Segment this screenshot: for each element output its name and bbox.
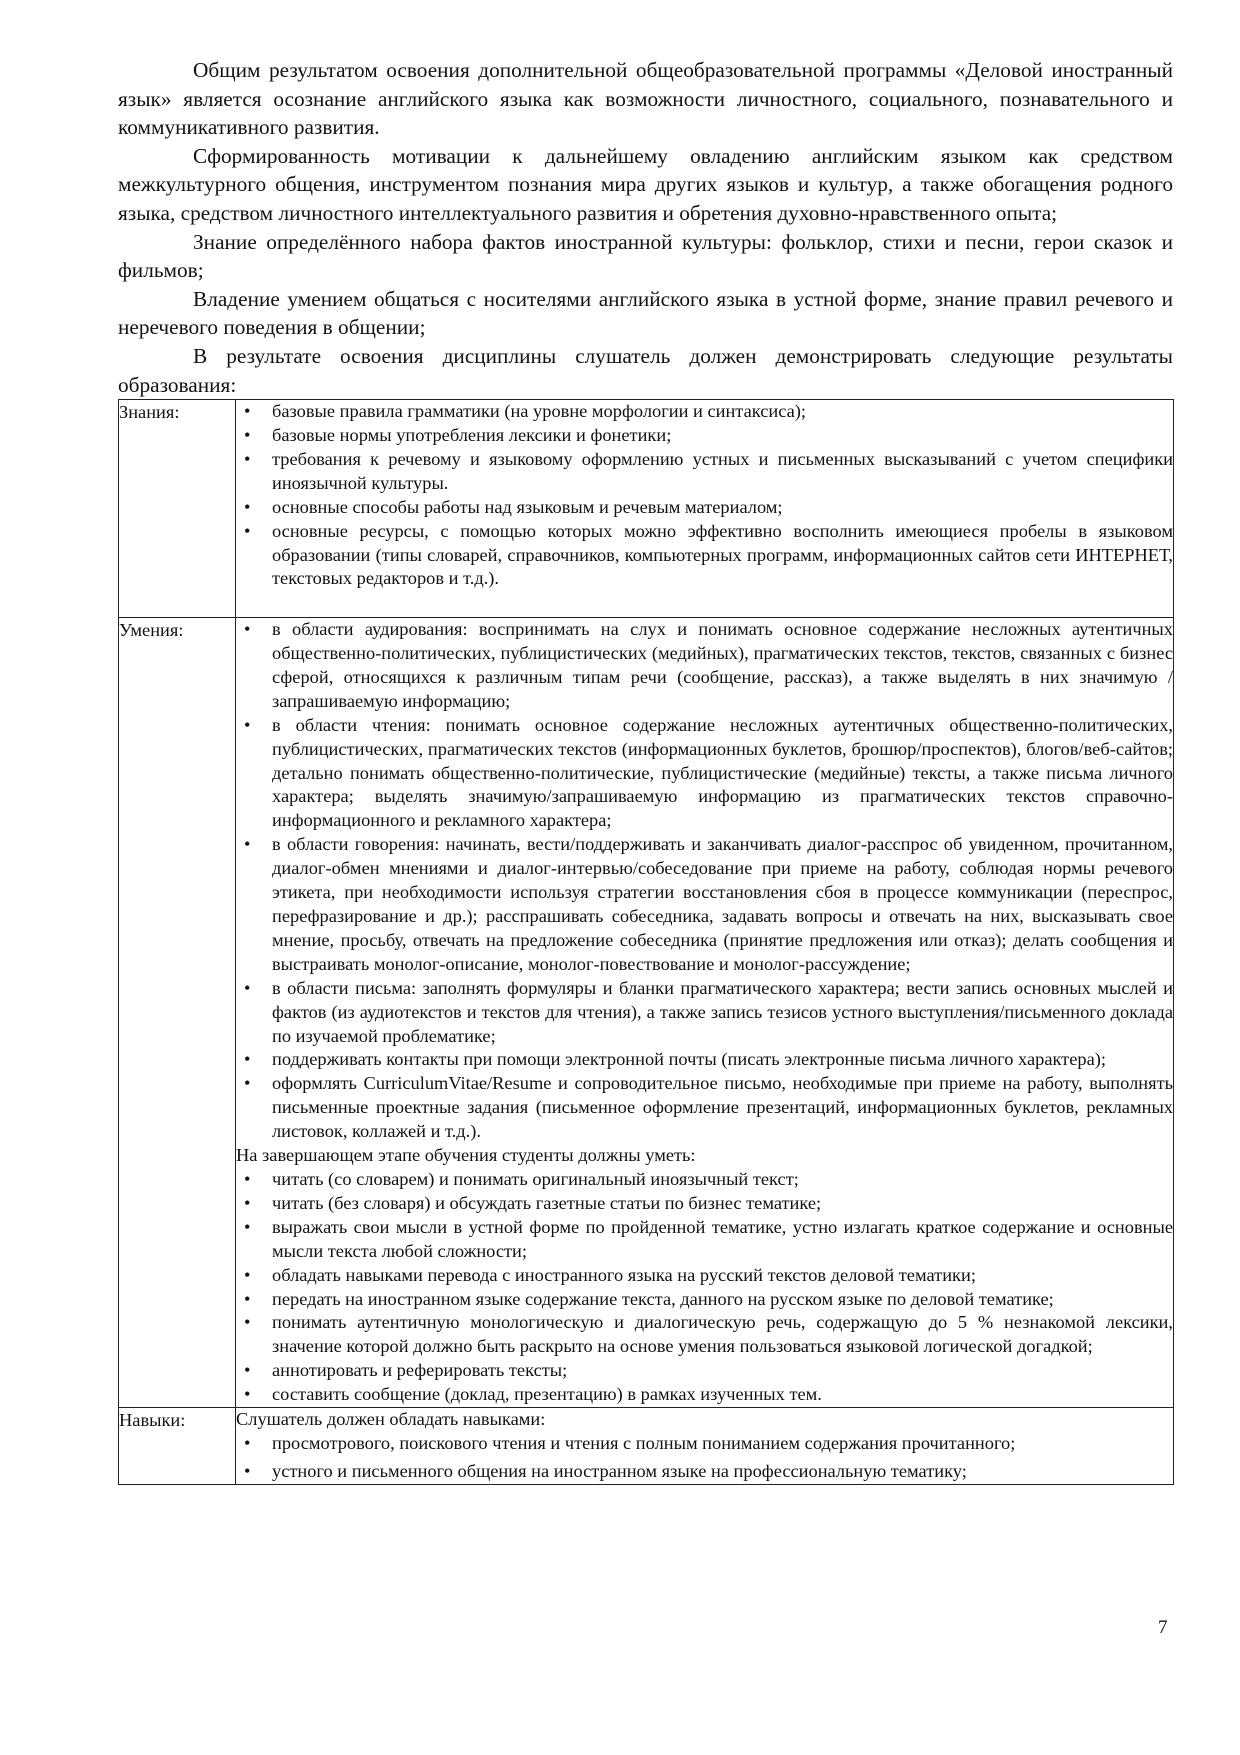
table-row-abilities [119,1408,1174,1485]
list-item: • аннотировать и реферировать тексты; [236,1359,1173,1383]
list-item: • в области письма: заполнять формуляры и бланки прагматического характера; вести запись основных мыслей и фактов (из аудиотекстов и текстов для чтения), а также запись тезисов устного выступления/письменного доклада по изучаемой проблематике; [236,977,1173,1049]
list-item: • передать на иностранном языке содержание текста, данного на русском языке по деловой тематике; [236,1288,1173,1312]
abilities-heading: Слушатель должен обладать навыками: [236,1409,546,1430]
knowledge-content [236,400,1174,618]
intro-paragraph-3: Знание определённого набора фактов иностранной культуры: фольклор, стихи и песни, герои сказок и фильмов; [118,229,1173,283]
intro-paragraph-2: Сформированность мотивации к дальнейшему овладению английским языком как средством межкультурного общения, инструментом познания мира других языков и культур, а также обогащения родного языка, средством личностного интеллектуального развития и обретения духовно-нравственного опыта; [118,143,1173,225]
knowledge-label: Знания: [119,400,236,618]
list-item: • обладать навыками перевода с иностранного языка на русский текстов деловой тематики; [236,1264,1173,1288]
list-item: • основные способы работы над языковым и речевым материалом; [236,496,1173,520]
results-table [118,399,1174,1485]
list-item: • базовые нормы употребления лексики и фонетики; [236,424,1173,448]
final-stage-heading: На завершающем этапе обучения студенты должны уметь: [236,1145,696,1166]
list-item: • в области говорения: начинать, вести/поддерживать и заканчивать диалог-расспрос об увиденном, прочитанном, диалог-обмен мнениями и диалог-интервью/собеседование при приеме на работу, соблюдая нормы речевого этикета, при необходимости используя стратегии восстановления сбоя в процессе коммуникации (переспрос, перефразирование и др.); расспрашивать собеседника, задавать вопросы и отвечать на них, высказывать свое мнение, просьбу, отвечать на предложение собеседника (принятие предложения или отказ); делать сообщения и выстраивать монолог-описание, монолог-повествование и монолог-рассуждение; [236,833,1173,976]
abilities-content [236,1408,1174,1485]
intro-paragraph-1: Общим результатом освоения дополнительной общеобразовательной программы «Деловой иностранный язык» является осознание английского языка как возможности личностного, социального, познавательного и коммуникативного развития. [118,58,1173,140]
list-item: • в области чтения: понимать основное содержание несложных аутентичных общественно-политических, публицистических, прагматических текстов (информационных буклетов, брошюр/проспектов), блогов/веб-сайтов; детально понимать общественно-политические, публицистические (медийные) тексты, а также письма личного характера; выделять значимую/запрашиваемую информацию из прагматических текстов справочно-информационного и рекламного характера; [236,714,1173,834]
list-item: • основные ресурсы, с помощью которых можно эффективно восполнить имеющиеся пробелы в языковом образовании (типы словарей, справочников, компьютерных программ, информационных сайтов сети ИНТЕРНЕТ, текстовых редакторов и т.д.). [236,520,1173,592]
list-item: • понимать аутентичную монологическую и диалогическую речь, содержащую до 5 % незнакомой лексики, значение которой должно быть раскрыто на основе умения пользоваться языковой логической догадкой; [236,1311,1173,1359]
page-number: 7 [1158,1617,1168,1638]
skills-label: Умения: [119,618,236,1408]
table-row-knowledge [119,400,1174,618]
list-item: • требования к речевому и языковому оформлению устных и письменных высказываний с учетом специфики иноязычной культуры. [236,448,1173,496]
list-item: • оформлять CurriculumVitae/Resume и сопроводительное письмо, необходимые при приеме на работу, выполнять письменные проектные задания (письменное оформление презентаций, информационных буклетов, рекламных листовок, коллажей и т.д.). [236,1072,1173,1144]
list-item: • читать (без словаря) и обсуждать газетные статьи по бизнес тематике; [236,1192,1173,1216]
list-item: • выражать свои мысли в устной форме по пройденной тематике, устно излагать краткое содержание и основные мысли текста любой сложности; [236,1216,1173,1264]
intro-paragraph-5: В результате освоения дисциплины слушатель должен демонстрировать следующие результаты образования: [118,343,1173,397]
skills-content [236,618,1174,1408]
list-item: • устного и письменного общения на иностранном языке на профессиональную тематику; [236,1460,1173,1484]
abilities-label: Навыки: [119,1408,236,1485]
list-item: • читать (со словарем) и понимать оригинальный иноязычный текст; [236,1168,1173,1192]
list-item: • составить сообщение (доклад, презентацию) в рамках изученных тем. [236,1383,1173,1407]
intro-paragraph-4: Владение умением общаться с носителями английского языка в устной форме, знание правил речевого и неречевого поведения в общении; [118,286,1173,340]
page-content [118,56,1173,1485]
abilities-list [236,1432,1173,1484]
table-row-skills [119,618,1174,1408]
list-item: • в области аудирования: воспринимать на слух и понимать основное содержание несложных аутентичных общественно-политических, публицистических (медийных), прагматических текстов, текстов, связанных с бизнес сферой, относящихся к различным типам речи (сообщение, рассказ), а также выделять в них значимую /запрашиваемую информацию; [236,618,1173,714]
knowledge-list [236,400,1173,591]
list-item: • базовые правила грамматики (на уровне морфологии и синтаксиса); [236,400,1173,424]
final-stage-list [236,1168,1173,1407]
list-item: • просмотрового, поискового чтения и чтения с полным пониманием содержания прочитанного; [236,1432,1173,1460]
skills-list [236,618,1173,1144]
list-item: • поддерживать контакты при помощи электронной почты (писать электронные письма личного характера); [236,1048,1173,1072]
